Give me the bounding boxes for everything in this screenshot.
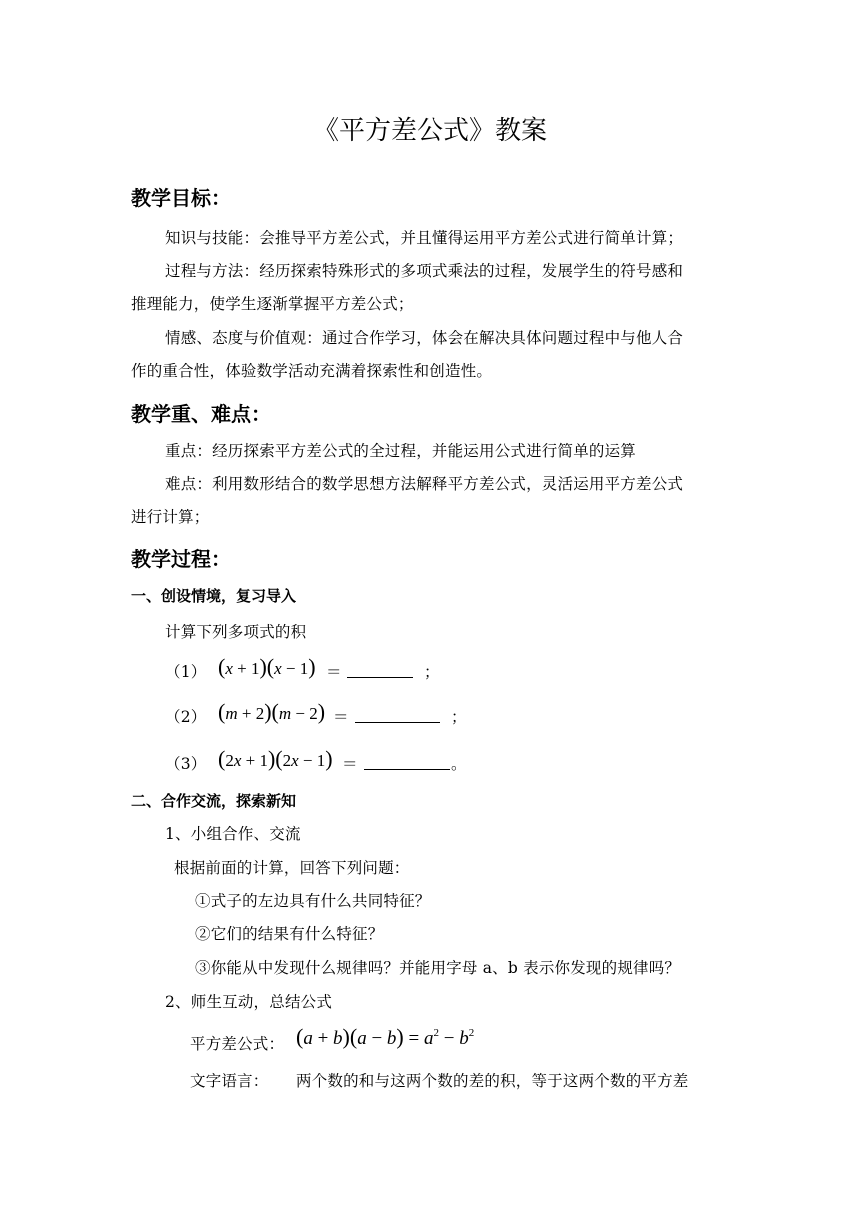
objective-attitude-line2: 作的重合性，体验数学活动充满着探索性和创造性。 [131,362,493,380]
subsection-heading-explore: 二、合作交流，探索新知 [131,792,297,810]
formula-expression: $(a + b)(a - b) = a^2 - b^2$ [296,1024,475,1049]
exercise-2-expression: (m + 2)(m − 2) [218,699,326,724]
exercise-2-number: （2） [165,708,207,726]
question-1: ①式子的左边具有什么共同特征？ [195,892,431,910]
exercise-2-answer-blank[interactable] [355,708,440,723]
subsection-heading-intro: 一、创设情境，复习导入 [131,587,297,605]
intro-instruction: 计算下列多项式的积 [165,623,307,641]
document-title: 《平方差公式》教案 [312,116,547,146]
exercise-3-answer-blank[interactable] [364,755,450,770]
question-2: ②它们的结果有什么特征？ [195,925,384,943]
exercise-2-equals: ＝ [333,708,349,726]
section-heading-process: 教学过程： [131,547,231,571]
exercise-1-answer-blank[interactable] [347,663,413,678]
objective-process-line1: 过程与方法：经历探索特殊形式的多项式乘法的过程，发展学生的符号感和 [165,262,684,280]
exercise-3-equals: ＝ [342,755,358,773]
exercise-3-expression: (2x + 1)(2x − 1) [218,746,333,771]
step-1-instruction: 根据前面的计算，回答下列问题： [174,859,410,877]
objective-attitude-line1: 情感、态度与价值观：通过合作学习，体会在解决具体问题过程中与他人合 [165,329,684,347]
exercise-2-punct: ； [451,708,467,726]
exercise-3-punct: 。 [451,755,467,773]
objective-process-line2: 推理能力，使学生逐渐掌握平方差公式； [131,295,414,313]
step-1-title: 1、小组合作、交流 [165,825,301,843]
exercise-1-number: （1） [165,663,207,681]
objective-knowledge: 知识与技能：会推导平方差公式，并且懂得运用平方差公式进行简单计算； [165,229,684,247]
verbal-statement: 两个数的和与这两个数的差的积，等于这两个数的平方差 [296,1072,689,1090]
question-3: ③你能从中发现什么规律吗？并能用字母 a、b 表示你发现的规律吗？ [195,959,681,977]
exercise-1-equals: ＝ [326,663,342,681]
formula-label: 平方差公式： [190,1035,285,1053]
key-point: 重点：经历探索平方差公式的全过程，并能运用公式进行简单的运算 [165,442,637,460]
exercise-3-number: （3） [165,755,207,773]
section-heading-key-points: 教学重、难点： [131,402,271,426]
step-2-title: 2、师生互动，总结公式 [165,993,333,1011]
section-heading-objectives: 教学目标： [131,186,231,210]
difficult-point-line1: 难点：利用数形结合的数学思想方法解释平方差公式，灵活运用平方差公式 [165,475,684,493]
difficult-point-line2: 进行计算； [131,508,210,526]
exercise-1-expression: (x + 1)(x − 1) [218,654,316,679]
verbal-label: 文字语言： [190,1072,269,1090]
exercise-1-punct: ； [424,663,440,681]
